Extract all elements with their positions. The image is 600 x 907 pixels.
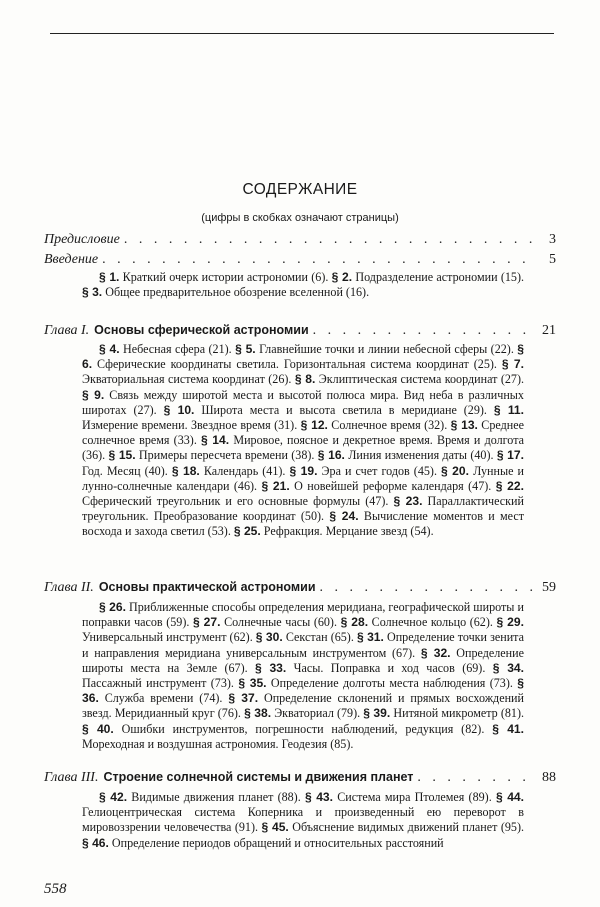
section-marker: § 1. [99,270,120,284]
section-marker: § 7. [501,357,524,372]
section-marker: § 8. [294,372,316,387]
section-marker: § 16. [317,448,345,463]
section-marker: § 40. [82,721,114,736]
toc-sections-chapter-1: § 4. Небесная сфера (21). § 5. Главнейшие точки и линии небесной сферы (22). § 6. Сферические координаты светила. Горизонтальная система координат (25). § 7. Экваториальная система координат (26). § 8. Эклиптическая система координат (27). § 9. Связь между широтой места и высотой полюса мира. Вид неба в различных широтах (27). § 10. Широта места и высота светила в меридиане (29). § 11. Измерение времени. Звездное время (31). § 12. Солнечное время (32). § 13. Среднее солнечное время (33). § 14. Мировое, поясное и декретное время. Время и долгота (36). § 15. Примеры пересчета времени (38). § 16. Линия изменения даты (40). § 17. Год. Месяц (40). § 18. Календарь (41). § 19. Эра и счет годов (45). § 20. Лунные и лунно-солнечные календари (46). § 21. О новейшей реформе календаря (47). § 22. Сферический треугольник и его основные формулы (47). § 23. Параллактический треугольник. Преобразование координат (50). § 24. Вычисление моментов и мест восхода и захода светил (53). § 25. Рефракция. Мерцание звезд (54). [82,342,525,539]
section-marker: § 11. [493,402,524,417]
toc-entry-title: Строение солнечной системы и движения планет [103,770,414,784]
section-marker: § 36. [82,676,524,706]
section-marker: § 15. [108,448,136,463]
section-marker: § 24. [329,509,359,524]
section-marker: § 26. [99,600,126,614]
section-marker: § 6. [82,342,524,372]
toc-entry-chapter-3[interactable] [44,770,556,786]
section-marker: § 14. [201,433,230,448]
section-marker: § 2. [331,270,353,284]
section-marker: § 38. [244,706,272,721]
leader-dots [320,580,536,596]
section-marker: § 12. [300,418,328,433]
section-marker: § 13. [450,418,478,433]
section-marker: § 17. [496,448,524,463]
section-marker: § 43. [304,790,334,804]
section-marker: § 23. [393,494,423,509]
section-marker: § 41. [492,721,525,736]
section-marker: § 44. [495,790,525,804]
section-marker: § 35. [238,676,267,691]
page-subtitle: (цифры в скобках означают страницы) [201,212,399,224]
section-marker: § 19. [289,463,318,478]
section-marker: § 42. [99,790,128,804]
toc-entry-page: 21 [542,323,556,338]
section-marker: § 9. [82,387,105,402]
toc-entry-label: Предисловие [44,232,120,247]
section-marker: § 32. [420,645,451,660]
section-marker: § 33. [255,660,287,675]
top-rule [50,33,554,34]
toc-entry-chapter-2[interactable] [44,580,556,596]
section-marker: § 22. [495,478,524,493]
section-marker: § 5. [235,342,256,356]
section-marker: § 4. [99,342,120,356]
toc-entry-chapter-1[interactable] [44,323,556,339]
toc-entry-page: 59 [542,580,556,595]
toc-entry-introduction[interactable] [44,252,556,268]
toc-entry-title: Основы сферической астрономии [94,323,309,337]
toc-entry-label: Глава III. [44,770,99,785]
section-marker: § 45. [261,820,289,835]
section-marker: § 3. [82,285,103,300]
toc-entry-title: Основы практической астрономии [98,580,316,594]
page-title: СОДЕРЖАНИЕ [242,181,358,198]
leader-dots [102,252,536,268]
section-marker: § 10. [163,402,195,417]
section-marker: § 31. [356,630,384,645]
toc-entry-page: 5 [549,252,556,267]
toc-entry-preface[interactable] [44,232,556,248]
toc-sections-introduction: § 1. Краткий очерк истории астрономии (6). § 2. Подразделение астрономии (15). § 3. Общее предварительное обозрение вселенной (16). [82,270,524,300]
section-marker: § 25. [233,524,261,539]
toc-entry-label: Глава I. [44,323,90,338]
toc-entry-page: 88 [542,770,556,785]
leader-dots [313,323,536,339]
leader-dots [417,770,536,786]
section-marker: § 30. [255,630,283,645]
section-marker: § 20. [441,463,469,478]
leader-dots [124,232,536,248]
toc-entry-label: Глава II. [44,580,94,595]
section-marker: § 46. [82,835,109,850]
toc-entry-page: 3 [549,232,556,247]
section-marker: § 21. [261,478,290,493]
section-marker: § 39. [363,706,391,721]
toc-sections-chapter-3: § 42. Видимые движения планет (88). § 43. Система мира Птолемея (89). § 44. Гелиоцентрическая система Коперника и произведенный ею переворот в мировоззрении человечества (91). § 45. Объяснение видимых движений планет (95). § 46. Определение периодов обращений и относительных расстояний [82,790,525,850]
section-marker: § 37. [228,691,259,706]
section-marker: § 34. [492,660,525,675]
toc-sections-chapter-2: § 26. Приближенные способы определения меридиана, географической широты и поправки часов (59). § 27. Солнечные часы (60). § 28. Солнечное кольцо (62). § 29. Универсальный инструмент (62). § 30. Секстан (65). § 31. Определение точки зенита и направления меридиана универсальным инструментом (67). § 32. Определение широты места на Земле (67). § 33. Часы. Поправка и ход часов (69). § 34. Пассажный инструмент (73). § 35. Определение долготы места наблюдения (73). § 36. Служба времени (74). § 37. Определение склонений и прямых восхождений звезд. Меридианный круг (76). § 38. Экваториал (79). § 39. Нитяной микрометр (81). § 40. Ошибки инструментов, погрешности наблюдений, редукция (82). § 41. Мореходная и воздушная астрономия. Геодезия (85). [82,600,525,751]
toc-entry-label: Введение [44,252,99,267]
section-marker: § 29. [496,615,524,630]
section-marker: § 18. [171,463,200,478]
section-marker: § 28. [340,615,369,630]
section-marker: § 27. [193,615,221,630]
page-number: 558 [44,881,67,897]
